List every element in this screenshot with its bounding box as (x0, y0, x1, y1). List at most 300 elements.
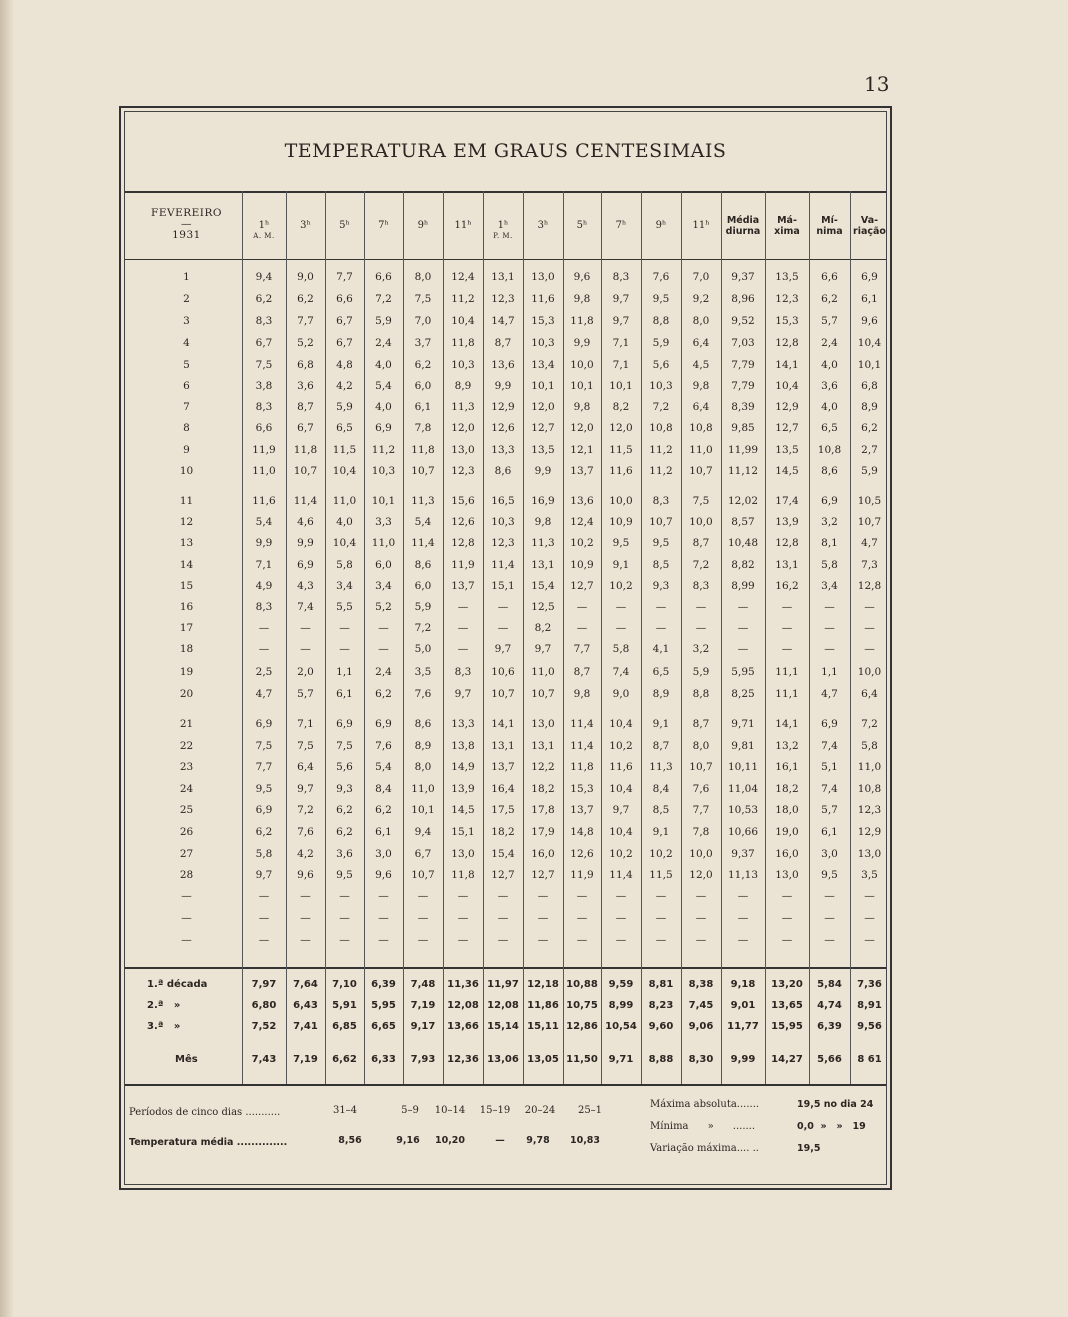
table-cell: 11,2 (649, 444, 673, 456)
table-cell: 10,1 (371, 495, 396, 507)
table-cell: — (300, 934, 311, 946)
table-cell: — (497, 934, 509, 946)
table-cell: 7,0 (692, 271, 710, 283)
table-cell: — (864, 912, 875, 924)
table-cell: 12,7 (491, 869, 515, 881)
table-cell: 17,5 (491, 804, 515, 816)
table-cell: 7,1 (612, 337, 630, 349)
periods-label: Períodos de cinco dias ........... (129, 1107, 281, 1118)
table-cell: 13,1 (775, 559, 799, 571)
period-value: 10–14 (434, 1105, 466, 1116)
summary-cell: 7,45 (688, 1000, 714, 1011)
table-cell: — (737, 934, 749, 946)
table-cell: 15,3 (531, 315, 555, 327)
summary-cell: 7,64 (293, 979, 318, 990)
table-cell: 9,52 (731, 315, 755, 327)
column-header-sub: xima (774, 226, 800, 237)
table-cell: 10,2 (609, 740, 633, 752)
day-label: 17 (179, 622, 194, 634)
table-cell: 9,5 (336, 869, 353, 881)
table-cell: 12,9 (857, 826, 882, 838)
table-cell: 5,9 (375, 315, 392, 327)
table-cell: — (457, 890, 469, 902)
table-cell: 12,0 (531, 401, 555, 413)
table-cell: 11,8 (451, 869, 475, 881)
table-cell: 9,7 (494, 643, 512, 655)
table-cell: — (258, 890, 270, 902)
day-label: 28 (179, 869, 194, 881)
summary-cell: 11,86 (527, 1000, 559, 1011)
table-cell: — (258, 643, 270, 655)
period-temperature: 9,16 (396, 1135, 420, 1146)
table-cell: 11,3 (451, 401, 475, 413)
summary-cell: 9,06 (688, 1021, 714, 1032)
table-cell: 4,7 (861, 537, 878, 549)
table-cell: 12,7 (531, 422, 555, 434)
table-cell: 12,0 (451, 422, 475, 434)
column-header-main: Mí- (821, 215, 838, 226)
table-cell: 10,7 (293, 465, 318, 477)
table-cell: 18,2 (775, 783, 799, 795)
table-cell: 8,9 (454, 380, 472, 392)
table-cell: — (781, 643, 793, 655)
max-abs-label: Máxima absoluta....... (650, 1099, 760, 1110)
table-frame (119, 106, 892, 1190)
table-cell: 7,1 (255, 559, 273, 571)
day-label: 9 (183, 444, 190, 456)
summary-cell: 13,05 (527, 1054, 559, 1065)
table-cell: — (378, 890, 389, 902)
table-cell: — (457, 934, 469, 946)
summary-cell: 12,86 (566, 1021, 598, 1032)
table-cell: 17,4 (775, 495, 799, 507)
table-cell: — (695, 622, 707, 634)
table-cell: 6,1 (414, 401, 432, 413)
table-cell: 14,9 (451, 761, 475, 773)
table-cell: 12,1 (570, 444, 594, 456)
table-cell: 6,9 (821, 495, 838, 507)
table-cell: 12,6 (451, 516, 475, 528)
table-cell: 9,8 (573, 688, 591, 700)
table-cell: 6,9 (255, 718, 273, 730)
table-cell: 8,7 (573, 666, 591, 678)
table-cell: 6,0 (414, 380, 432, 392)
table-cell: 6,9 (297, 559, 314, 571)
table-cell: 10,3 (491, 516, 515, 528)
table-cell: 5,7 (821, 804, 838, 816)
column-header (443, 220, 483, 231)
max-abs-value: 19,5 no dia 24 (797, 1099, 874, 1110)
table-cell: 6,1 (336, 688, 353, 700)
table-cell: 8,6 (494, 465, 512, 477)
table-cell: 11,0 (531, 666, 555, 678)
table-cell: 5,9 (692, 666, 710, 678)
column-header (403, 220, 443, 231)
table-cell: 8,82 (731, 559, 755, 571)
table-cell: 13,7 (570, 804, 594, 816)
table-cell: 11,0 (411, 783, 435, 795)
summary-cell: 15,14 (487, 1021, 519, 1032)
table-cell: — (378, 934, 389, 946)
table-cell: 5,9 (861, 465, 878, 477)
table-cell: 9,7 (612, 315, 630, 327)
summary-cell: 7,97 (251, 979, 277, 990)
table-cell: 13,6 (491, 359, 515, 371)
table-cell: 6,6 (375, 271, 392, 283)
table-cell: 5,4 (414, 516, 432, 528)
summary-cell: 6,43 (293, 1000, 318, 1011)
table-cell: 6,2 (861, 422, 878, 434)
table-cell: 4,9 (255, 580, 273, 592)
table-cell: 10,0 (857, 666, 882, 678)
table-cell: — (339, 934, 350, 946)
table-cell: 8,3 (255, 601, 273, 613)
table-cell: — (615, 622, 627, 634)
table-cell: 9,5 (821, 869, 838, 881)
table-cell: 4,0 (375, 401, 392, 413)
column-header-main: Má- (777, 215, 797, 226)
header-dash: — (181, 218, 192, 230)
period-temperature: 8,56 (338, 1135, 362, 1146)
table-cell: 9,37 (731, 848, 755, 860)
table-cell: 5,1 (821, 761, 838, 773)
table-cell: — (824, 643, 835, 655)
header-month: FEVEREIRO (151, 207, 222, 219)
rule-header (125, 259, 886, 260)
table-cell: 12,7 (570, 580, 594, 592)
period-temperature: — (495, 1135, 505, 1146)
table-cell: 12,0 (609, 422, 633, 434)
table-cell: 10,7 (649, 516, 673, 528)
table-cell: 18,2 (491, 826, 515, 838)
summary-cell: 6,33 (371, 1054, 396, 1065)
table-cell: 10,7 (857, 516, 882, 528)
table-cell: 9,0 (297, 271, 314, 283)
column-header-sub: diurna (725, 226, 761, 237)
column-header (601, 220, 641, 231)
table-cell: 13,4 (531, 359, 555, 371)
column-header-main: 1ʰ (497, 220, 509, 231)
summary-cell: 11,97 (487, 979, 519, 990)
period-value: 5–9 (401, 1105, 419, 1116)
table-cell: 12,5 (531, 601, 555, 613)
summary-cell: 12,08 (447, 1000, 479, 1011)
table-cell: — (781, 934, 793, 946)
table-cell: — (497, 622, 509, 634)
table-cell: 6,2 (255, 826, 273, 838)
table-cell: — (655, 622, 667, 634)
table-cell: — (781, 622, 793, 634)
period-temperature: 10,20 (434, 1135, 466, 1146)
table-cell: 5,9 (652, 337, 670, 349)
table-cell: 11,4 (570, 718, 594, 730)
table-cell: — (824, 912, 835, 924)
table-cell: 10,1 (411, 804, 435, 816)
table-cell: 13,0 (857, 848, 882, 860)
table-cell: — (824, 890, 835, 902)
table-cell: 2,4 (821, 337, 838, 349)
summary-cell: 5,66 (817, 1054, 842, 1065)
table-cell: 8,6 (414, 718, 432, 730)
table-cell: 7,79 (731, 380, 755, 392)
rule-data-end (125, 967, 886, 969)
table-cell: 4,2 (297, 848, 314, 860)
table-cell: 4,0 (336, 516, 353, 528)
table-cell: 16,0 (775, 848, 799, 860)
table-cell: 8,4 (652, 783, 670, 795)
table-cell: — (781, 912, 793, 924)
column-header-main: 11ʰ (692, 220, 710, 231)
table-cell: 11,0 (857, 761, 882, 773)
table-cell: 7,7 (297, 315, 314, 327)
column-header-main: 3ʰ (537, 220, 549, 231)
table-cell: 3,6 (336, 848, 353, 860)
table-cell: 5,4 (375, 761, 392, 773)
table-cell: — (497, 912, 509, 924)
table-cell: — (258, 934, 270, 946)
table-cell: 12,9 (491, 401, 515, 413)
table-cell: 7,3 (861, 559, 878, 571)
table-cell: 10,11 (727, 761, 759, 773)
summary-cell: 7,41 (293, 1021, 318, 1032)
day-label: 5 (183, 359, 190, 371)
table-cell: 8,0 (414, 761, 432, 773)
table-cell: 12,3 (775, 293, 799, 305)
table-cell: 3,5 (414, 666, 432, 678)
table-cell: 15,1 (451, 826, 475, 838)
table-cell: 9,71 (731, 718, 755, 730)
table-cell: 2,0 (297, 666, 314, 678)
table-cell: — (864, 890, 875, 902)
table-cell: — (576, 622, 588, 634)
day-label: 22 (179, 740, 194, 752)
table-cell: 10,8 (817, 444, 842, 456)
table-cell: 5,8 (255, 848, 273, 860)
table-cell: 3,4 (336, 580, 353, 592)
summary-cell: 10,54 (605, 1021, 637, 1032)
table-cell: 13,5 (531, 444, 555, 456)
table-cell: 10,9 (570, 559, 594, 571)
table-cell: 19,0 (775, 826, 799, 838)
summary-cell: 12,18 (527, 979, 559, 990)
table-cell: — (824, 934, 835, 946)
table-cell: 13,9 (775, 516, 799, 528)
table-cell: — (339, 643, 350, 655)
table-cell: 10,2 (649, 848, 673, 860)
table-cell: 13,3 (451, 718, 475, 730)
table-cell: 11,0 (252, 465, 276, 477)
table-cell: 5,0 (414, 643, 432, 655)
table-cell: 9,7 (534, 643, 552, 655)
table-cell: — (417, 912, 429, 924)
table-cell: 9,5 (255, 783, 273, 795)
table-cell: 6,7 (297, 422, 314, 434)
table-cell: 6,5 (336, 422, 353, 434)
table-cell: 15,4 (531, 580, 555, 592)
table-cell: 7,6 (692, 783, 710, 795)
table-cell: — (378, 622, 389, 634)
summary-cell: 7,93 (410, 1054, 436, 1065)
summary-cell: 4,74 (817, 1000, 842, 1011)
table-cell: 11,1 (775, 666, 799, 678)
table-cell: 13,0 (531, 271, 555, 283)
summary-cell: 11,36 (447, 979, 479, 990)
table-cell: — (615, 601, 627, 613)
table-cell: 16,4 (491, 783, 515, 795)
table-cell: 10,4 (332, 465, 357, 477)
table-cell: 11,9 (451, 559, 475, 571)
table-cell: 12,3 (491, 293, 515, 305)
table-cell: 5,9 (414, 601, 432, 613)
table-cell: 5,95 (731, 666, 755, 678)
day-label: 11 (179, 495, 194, 507)
column-header-main: Va- (860, 215, 879, 226)
summary-cell: 12,08 (487, 1000, 519, 1011)
table-cell: 7,6 (375, 740, 392, 752)
table-cell: 3,2 (821, 516, 838, 528)
table-cell: — (615, 934, 627, 946)
table-cell: 18,2 (531, 783, 555, 795)
summary-cell: 5,84 (817, 979, 842, 990)
table-cell: 15,3 (570, 783, 594, 795)
table-cell: 13,7 (491, 761, 515, 773)
summary-cell: 10,75 (566, 1000, 598, 1011)
summary-cell: 6,65 (371, 1021, 396, 1032)
day-label: 6 (183, 380, 190, 392)
table-cell: 10,48 (727, 537, 759, 549)
table-cell: 2,4 (375, 337, 392, 349)
summary-cell: 9,56 (857, 1021, 882, 1032)
table-cell: 5,6 (652, 359, 670, 371)
table-cell: 5,2 (297, 337, 314, 349)
table-cell: 11,2 (371, 444, 396, 456)
table-cell: 16,9 (531, 495, 555, 507)
table-cell: 11,9 (252, 444, 276, 456)
summary-cell: 9,71 (608, 1054, 634, 1065)
table-cell: 3,4 (821, 580, 838, 592)
table-cell: — (615, 912, 627, 924)
table-cell: 10,0 (570, 359, 594, 371)
day-label: 14 (179, 559, 194, 571)
table-cell: 10,3 (649, 380, 673, 392)
table-cell: 7,2 (375, 293, 392, 305)
table-cell: 8,96 (731, 293, 755, 305)
table-cell: 7,5 (692, 495, 710, 507)
table-cell: 12,6 (491, 422, 515, 434)
table-cell: 3,5 (861, 869, 878, 881)
table-cell: 11,4 (293, 495, 318, 507)
column-header-main: 7ʰ (615, 220, 627, 231)
table-cell: 13,5 (775, 444, 799, 456)
table-cell: 15,6 (451, 495, 475, 507)
table-cell: 2,4 (375, 666, 392, 678)
table-cell: — (737, 890, 749, 902)
table-cell: — (864, 601, 875, 613)
table-cell: 8,3 (255, 315, 273, 327)
table-cell: 9,5 (652, 537, 670, 549)
table-cell: 11,12 (727, 465, 759, 477)
table-cell: 10,4 (609, 783, 633, 795)
min-abs-value: 0,0 » » 19 (797, 1121, 866, 1132)
summary-cell: 11,50 (566, 1054, 598, 1065)
table-cell: 10,1 (570, 380, 594, 392)
max-variation-value: 19,5 (797, 1143, 821, 1154)
table-cell: 10,4 (775, 380, 799, 392)
table-cell: — (737, 912, 749, 924)
table-cell: 6,8 (297, 359, 314, 371)
table-cell: 11,4 (570, 740, 594, 752)
table-cell: 13,8 (451, 740, 475, 752)
table-cell: 13,3 (491, 444, 515, 456)
table-cell: 7,5 (414, 293, 432, 305)
day-label: 16 (179, 601, 194, 613)
table-cell: 9,1 (612, 559, 630, 571)
table-cell: 7,1 (612, 359, 630, 371)
day-label: — (181, 912, 192, 924)
table-cell: 11,8 (570, 315, 594, 327)
table-cell: 10,4 (609, 718, 633, 730)
table-cell: 11,4 (411, 537, 435, 549)
table-cell: — (457, 912, 469, 924)
table-cell: 11,0 (689, 444, 713, 456)
table-cell: 9,7 (255, 869, 273, 881)
table-cell: 8,1 (821, 537, 838, 549)
summary-cell: 6,39 (371, 979, 396, 990)
table-cell: 7,6 (414, 688, 432, 700)
table-cell: 11,9 (570, 869, 594, 881)
table-cell: — (537, 890, 549, 902)
column-header-sub: riação (853, 226, 886, 237)
summary-label: 1.ª década (147, 979, 208, 990)
table-cell: 11,8 (293, 444, 318, 456)
summary-cell: 6,85 (332, 1021, 357, 1032)
table-cell: 8,5 (652, 559, 670, 571)
table-cell: 11,3 (531, 537, 555, 549)
period-value: 25–1 (577, 1105, 603, 1116)
table-cell: 8,0 (692, 315, 710, 327)
table-cell: 5,5 (336, 601, 353, 613)
table-cell: 3,8 (255, 380, 273, 392)
table-cell: 9,6 (375, 869, 392, 881)
table-cell: 7,4 (612, 666, 630, 678)
table-cell: 3,0 (821, 848, 838, 860)
table-cell: 9,4 (414, 826, 432, 838)
table-cell: 12,8 (451, 537, 475, 549)
summary-cell: 8,91 (857, 1000, 882, 1011)
table-cell: 13,0 (451, 444, 475, 456)
summary-cell: 9,17 (410, 1021, 436, 1032)
table-cell: 4,8 (336, 359, 353, 371)
table-cell: 6,7 (336, 337, 353, 349)
table-cell: 10,2 (570, 537, 594, 549)
table-cell: 13,5 (775, 271, 799, 283)
day-label: 10 (179, 465, 194, 477)
table-cell: 11,2 (451, 293, 475, 305)
column-header-main: 9ʰ (655, 220, 667, 231)
table-cell: 14,1 (775, 359, 799, 371)
table-cell: 3,6 (297, 380, 314, 392)
table-cell: 7,6 (297, 826, 314, 838)
table-cell: 13,6 (570, 495, 594, 507)
summary-cell: 10,88 (566, 979, 598, 990)
summary-cell: 6,80 (251, 1000, 277, 1011)
table-cell: — (655, 601, 667, 613)
book-spine-shadow (0, 0, 14, 1317)
day-label: 20 (179, 688, 194, 700)
table-cell: 12,3 (491, 537, 515, 549)
table-cell: 9,3 (652, 580, 670, 592)
table-cell: 11,5 (609, 444, 633, 456)
